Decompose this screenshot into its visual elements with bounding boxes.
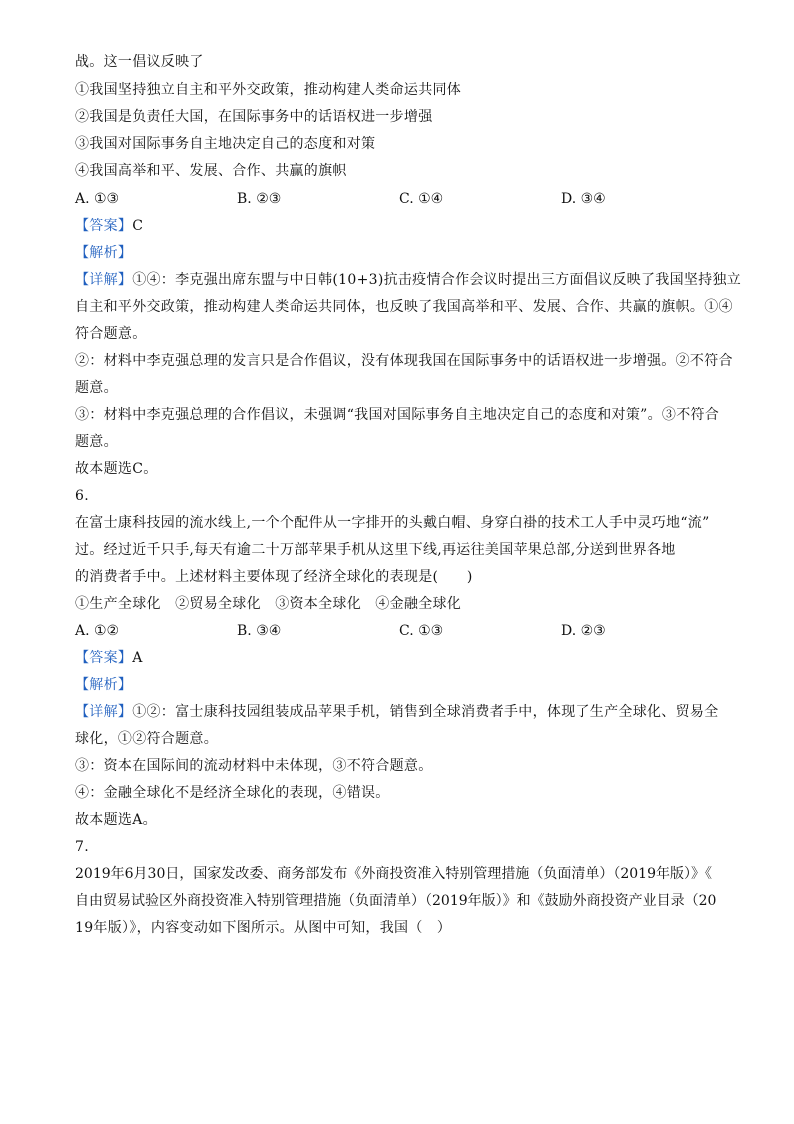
q6-option-c: C. ①③	[399, 623, 444, 639]
q6-option-d: D. ②③	[561, 623, 606, 639]
q5-stem-tail: 战。这一倡议反映了	[75, 54, 204, 70]
q5-detail-line-7: 题意。	[75, 434, 118, 450]
q6-conclusion: 故本题选A。	[75, 812, 157, 828]
q5-detail-line-1	[75, 270, 741, 290]
q5-option-b: B. ②③	[237, 191, 282, 207]
answer-tag: 【答案】	[75, 650, 133, 666]
detail-text: ①②：富士康科技园组装成品苹果手机，销售到全球消费者手中，体现了生产全球化、贸易全	[132, 704, 719, 720]
answer-value: A	[132, 650, 143, 666]
q6-option-a: A. ①②	[75, 623, 120, 639]
q5-item-1: ①我国坚持独立自主和平外交政策，推动构建人类命运共同体	[75, 82, 462, 98]
q5-conclusion: 故本题选C。	[75, 461, 158, 477]
q6-number: 6.	[75, 488, 89, 504]
q6-detail-line-1	[75, 702, 719, 722]
q6-answer-line	[75, 648, 143, 668]
q5-detail-line-6: ③：材料中李克强总理的合作倡议，未强调“我国对国际事务自主地决定自己的态度和对策”。③不符合	[75, 407, 720, 423]
q6-items: ①生产全球化 ②贸易全球化 ③资本全球化 ④金融全球化	[75, 596, 462, 612]
q6-stem-line-1: 在富士康科技园的流水线上,一个个配件从一字排开的头戴白帽、身穿白褂的技术工人手中灵巧地“流”	[75, 515, 710, 531]
q5-option-a: A. ①③	[75, 191, 120, 207]
q6-option-b: B. ③④	[237, 623, 282, 639]
q5-answer-line	[75, 216, 143, 236]
q6-stem-line-3: 的消费者手中。上述材料主要体现了经济全球化的表现是( )	[75, 569, 473, 585]
q7-number: 7.	[75, 839, 89, 855]
q6-analysis-tag: 【解析】	[75, 677, 133, 693]
q5-analysis-tag: 【解析】	[75, 245, 133, 261]
q5-item-2: ②我国是负责任大国，在国际事务中的话语权进一步增强	[75, 109, 433, 125]
detail-tag: 【详解】	[75, 704, 133, 720]
q7-stem-line-1: 2019年6月30日，国家发改委、商务部发布《外商投资准入特别管理措施（负面清单）（2019年版）》《	[75, 866, 712, 882]
q6-detail-line-3: ③：资本在国际间的流动材料中未体现，③不符合题意。	[75, 758, 433, 774]
answer-tag: 【答案】	[75, 218, 133, 234]
q7-stem-line-2: 自由贸易试验区外商投资准入特别管理措施（负面清单）（2019年版）》和《鼓励外商投资产业目录（20	[75, 893, 717, 909]
q7-stem-line-3: 19年版）》，内容变动如下图所示。从图中可知，我国（ ）	[75, 920, 452, 936]
q5-option-d: D. ③④	[561, 191, 606, 207]
q5-option-c: C. ①④	[399, 191, 444, 207]
q6-detail-line-2: 球化，①②符合题意。	[75, 731, 218, 747]
q5-item-3: ③我国对国际事务自主地决定自己的态度和对策	[75, 136, 376, 152]
q6-detail-line-4: ④：金融全球化不是经济全球化的表现，④错误。	[75, 785, 390, 801]
q5-item-4: ④我国高举和平、发展、合作、共赢的旗帜	[75, 163, 347, 179]
detail-text: ①④：李克强出席东盟与中日韩(10+3)抗击疫情合作会议时提出三方面倡议反映了我国坚持独立	[132, 272, 742, 288]
q5-detail-line-3: 符合题意。	[75, 326, 147, 342]
detail-tag: 【详解】	[75, 272, 133, 288]
answer-value: C	[132, 218, 144, 234]
q5-detail-line-4: ②：材料中李克强总理的发言只是合作倡议，没有体现我国在国际事务中的话语权进一步增强。②不符合	[75, 353, 733, 369]
q6-stem-line-2: 过。经过近千只手,每天有逾二十万部苹果手机从这里下线,再运往美国苹果总部,分送到世界各地	[75, 542, 676, 558]
q5-detail-line-5: 题意。	[75, 380, 118, 396]
q5-detail-line-2: 自主和平外交政策，推动构建人类命运共同体，也反映了我国高举和平、发展、合作、共赢的旗帜。①④	[75, 299, 733, 315]
